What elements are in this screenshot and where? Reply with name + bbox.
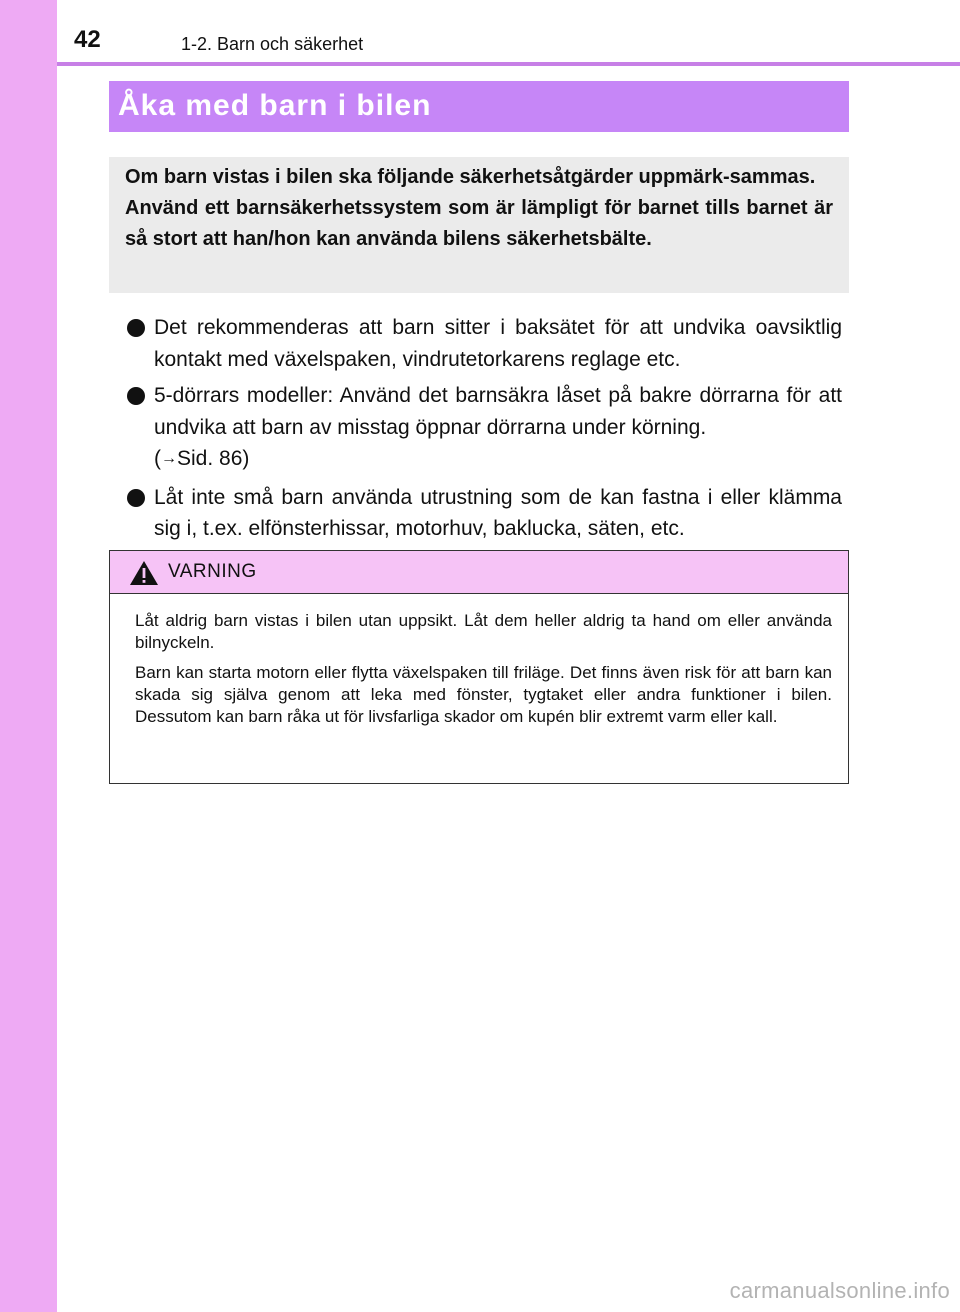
side-tab-strip	[0, 0, 57, 1312]
section-title-bar	[109, 81, 849, 132]
bullet-item	[127, 482, 842, 545]
intro-paragraph: Om barn vistas i bilen ska följande säkerhetsåtgärder uppmärk-sammas.	[125, 166, 816, 188]
warning-label: VARNING	[168, 561, 257, 582]
page-reference[interactable]: (→Sid. 86)	[154, 447, 250, 470]
arrow-right-icon: →	[161, 450, 177, 467]
bullet-dot-icon	[127, 319, 145, 337]
bullet-text: Det rekommenderas att barn sitter i baksätet för att undvika oavsiktlig kontakt med växelspaken, vindrutetorkarens reglage etc.	[154, 316, 842, 371]
bullet-item	[127, 312, 842, 375]
warning-box	[109, 550, 849, 784]
warning-paragraph: Låt aldrig barn vistas i bilen utan uppsikt. Låt dem heller aldrig ta hand om eller använda bilnyckeln.	[135, 611, 832, 652]
intro-box	[109, 157, 849, 293]
bullet-text-body: 5-dörrars modeller: Använd det barnsäkra låset på bakre dörrarna för att undvika att barn av misstag öppnar dörrarna under körning.	[154, 384, 842, 439]
warning-paragraph: Barn kan starta motorn eller flytta växelspaken till friläge. Det finns även risk för att barn kan skada sig själva genom att leka med fönster, tygtaket eller andra funktioner i bilen. Dessutom kan barn råka ut för livsfarliga skador om kupén blir extremt varm eller kall.	[135, 663, 832, 726]
bullet-dot-icon	[127, 489, 145, 507]
warning-triangle-icon	[129, 560, 159, 586]
section-title: Åka med barn i bilen	[118, 89, 432, 122]
page-number: 42	[74, 26, 101, 53]
warning-body	[110, 594, 848, 728]
intro-paragraph: Använd ett barnsäkerhetssystem som är lämpligt för barnet tills barnet är så stort att han/hon kan använda bilens säkerhetsbälte.	[125, 197, 833, 250]
bullet-list	[127, 312, 842, 550]
bullet-text	[154, 380, 842, 477]
bullet-item	[127, 380, 842, 477]
bullet-dot-icon	[127, 387, 145, 405]
bullet-text: Låt inte små barn använda utrustning som de kan fastna i eller klämma sig i, t.ex. elfönsterhissar, motorhuv, baklucka, säten, etc.	[154, 485, 842, 540]
watermark: carmanualsonline.info	[729, 1278, 950, 1303]
header-rule	[57, 62, 960, 66]
section-label: 1-2. Barn och säkerhet	[181, 34, 364, 54]
warning-header	[110, 551, 848, 594]
